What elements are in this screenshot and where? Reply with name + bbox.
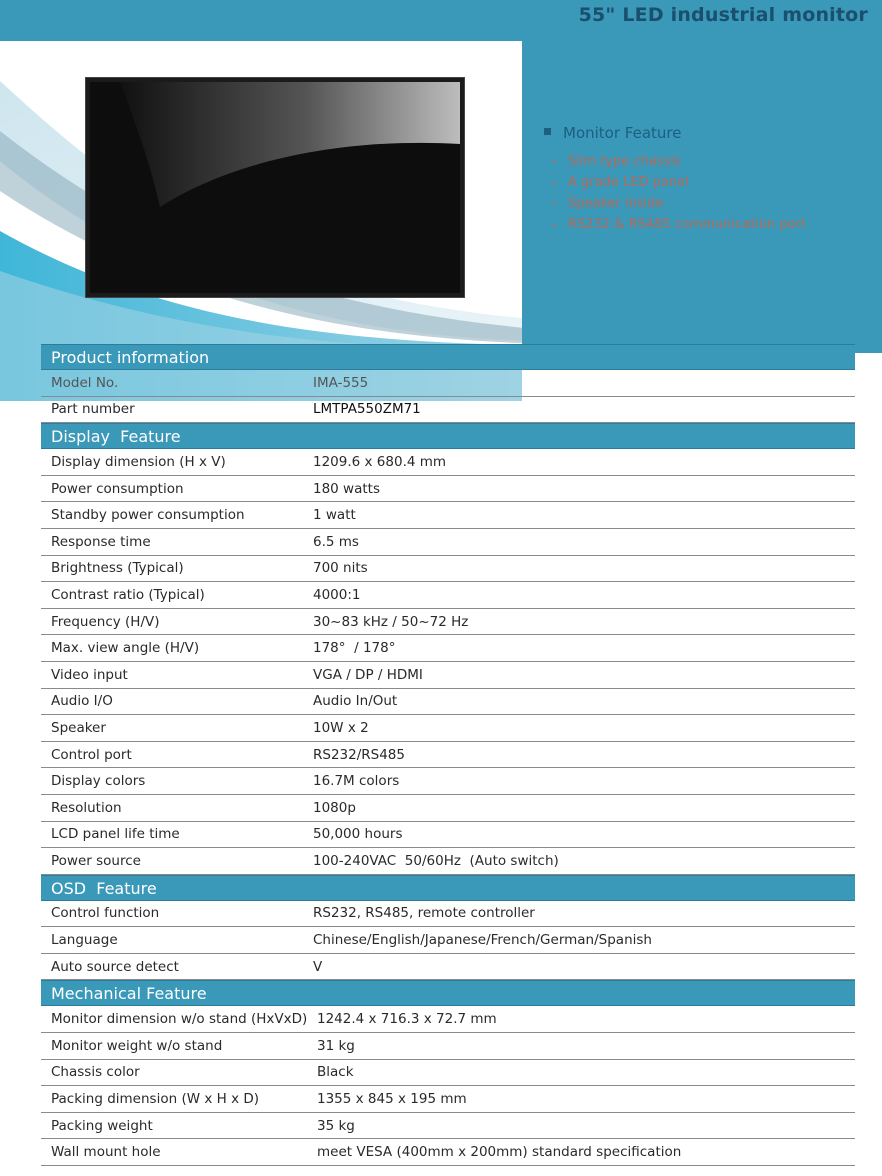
feature-item: – RS232 & RS485 communication port (551, 217, 807, 232)
feature-heading: Monitor Feature (544, 124, 681, 142)
spec-label: Chassis color (51, 1064, 140, 1081)
spec-label: Resolution (51, 799, 122, 816)
spec-value: 35 kg (317, 1117, 355, 1134)
spec-label: Language (51, 932, 118, 949)
spec-value: RS232, RS485, remote controller (313, 905, 535, 922)
spec-value: Black (317, 1064, 354, 1081)
spec-value: 178° / 178° (313, 640, 396, 657)
spec-value: 1242.4 x 716.3 x 72.7 mm (317, 1011, 497, 1028)
spec-value: 1080p (313, 799, 356, 816)
table-row (41, 927, 855, 954)
feature-list (551, 153, 806, 237)
section-product-info: Product information (41, 344, 855, 370)
table-row (41, 954, 855, 981)
table-row (41, 742, 855, 769)
spec-value: 31 kg (317, 1037, 355, 1054)
spec-value: V (313, 958, 323, 975)
spec-label: Power consumption (51, 480, 184, 497)
table-row (41, 848, 855, 875)
display-rows (41, 449, 855, 875)
spec-label: Packing weight (51, 1117, 153, 1134)
table-row (41, 715, 855, 742)
product-rows (41, 370, 855, 423)
spec-label: Video input (51, 666, 128, 683)
spec-value: Audio In/Out (313, 693, 398, 710)
table-row (41, 1060, 855, 1087)
feature-item: – Speaker inside (551, 196, 664, 211)
spec-table (41, 344, 855, 1166)
feature-item: – Slim type chassis (551, 154, 681, 169)
spec-value: 4000:1 (313, 586, 361, 603)
spec-value: 6.5 ms (313, 533, 359, 550)
section-display-feature: Display Feature (41, 423, 855, 449)
spec-value: Chinese/English/Japanese/French/German/Spanish (313, 932, 652, 949)
spec-value: LMTPA550ZM71 (313, 401, 421, 418)
spec-label: Control port (51, 746, 132, 763)
spec-label: Auto source detect (51, 958, 179, 975)
section-mechanical-feature: Mechanical Feature (41, 980, 855, 1006)
osd-rows (41, 901, 855, 981)
spec-label: LCD panel life time (51, 826, 180, 843)
spec-label: Control function (51, 905, 160, 922)
table-row (41, 1113, 855, 1140)
table-row (41, 397, 855, 424)
table-row (41, 768, 855, 795)
spec-value: VGA / DP / HDMI (313, 666, 423, 683)
spec-value: meet VESA (400mm x 200mm) standard specification (317, 1144, 682, 1161)
spec-label: Audio I/O (51, 693, 113, 710)
spec-label: Power source (51, 852, 141, 869)
table-row (41, 1086, 855, 1113)
table-row (41, 1033, 855, 1060)
table-row (41, 556, 855, 583)
table-row (41, 609, 855, 636)
spec-label: Display colors (51, 773, 146, 790)
spec-label: Monitor dimension w/o stand (HxVxD) (51, 1011, 308, 1028)
table-row (41, 635, 855, 662)
spec-value: 180 watts (313, 480, 380, 497)
spec-label: Response time (51, 533, 151, 550)
table-row (41, 476, 855, 503)
table-row (41, 1006, 855, 1033)
spec-value: 1 watt (313, 507, 356, 524)
spec-value: IMA-555 (313, 374, 369, 391)
table-row (41, 529, 855, 556)
spec-label: Monitor weight w/o stand (51, 1037, 223, 1054)
table-row (41, 449, 855, 476)
table-row (41, 370, 855, 397)
spec-label: Brightness (Typical) (51, 560, 184, 577)
table-row (41, 689, 855, 716)
square-bullet-icon (544, 128, 551, 135)
spec-value: 30~83 kHz / 50~72 Hz (313, 613, 469, 630)
spec-value: 50,000 hours (313, 826, 403, 843)
table-row (41, 822, 855, 849)
spec-label: Part number (51, 401, 135, 418)
table-row (41, 795, 855, 822)
spec-value: RS232/RS485 (313, 746, 405, 763)
spec-value: 1355 x 845 x 195 mm (317, 1091, 467, 1108)
table-row (41, 582, 855, 609)
page-title: 55" LED industrial monitor (578, 4, 868, 26)
table-row (41, 502, 855, 529)
spec-label: Standby power consumption (51, 507, 245, 524)
spec-label: Frequency (H/V) (51, 613, 160, 630)
spec-value: 1209.6 x 680.4 mm (313, 453, 447, 470)
spec-value: 100-240VAC 50/60Hz (Auto switch) (313, 852, 559, 869)
table-row (41, 1139, 855, 1166)
spec-label: Wall mount hole (51, 1144, 161, 1161)
spec-value: 700 nits (313, 560, 368, 577)
spec-label: Contrast ratio (Typical) (51, 586, 205, 603)
spec-label: Display dimension (H x V) (51, 453, 226, 470)
table-row (41, 662, 855, 689)
spec-label: Max. view angle (H/V) (51, 640, 200, 657)
section-osd-feature: OSD Feature (41, 875, 855, 901)
spec-value: 10W x 2 (313, 719, 369, 736)
monitor-image (86, 78, 464, 297)
spec-label: Model No. (51, 374, 119, 391)
spec-value: 16.7M colors (313, 773, 400, 790)
mechanical-rows (41, 1006, 855, 1166)
table-row (41, 901, 855, 928)
spec-label: Packing dimension (W x H x D) (51, 1091, 260, 1108)
feature-item: – A grade LED panel (551, 175, 689, 190)
spec-label: Speaker (51, 719, 106, 736)
